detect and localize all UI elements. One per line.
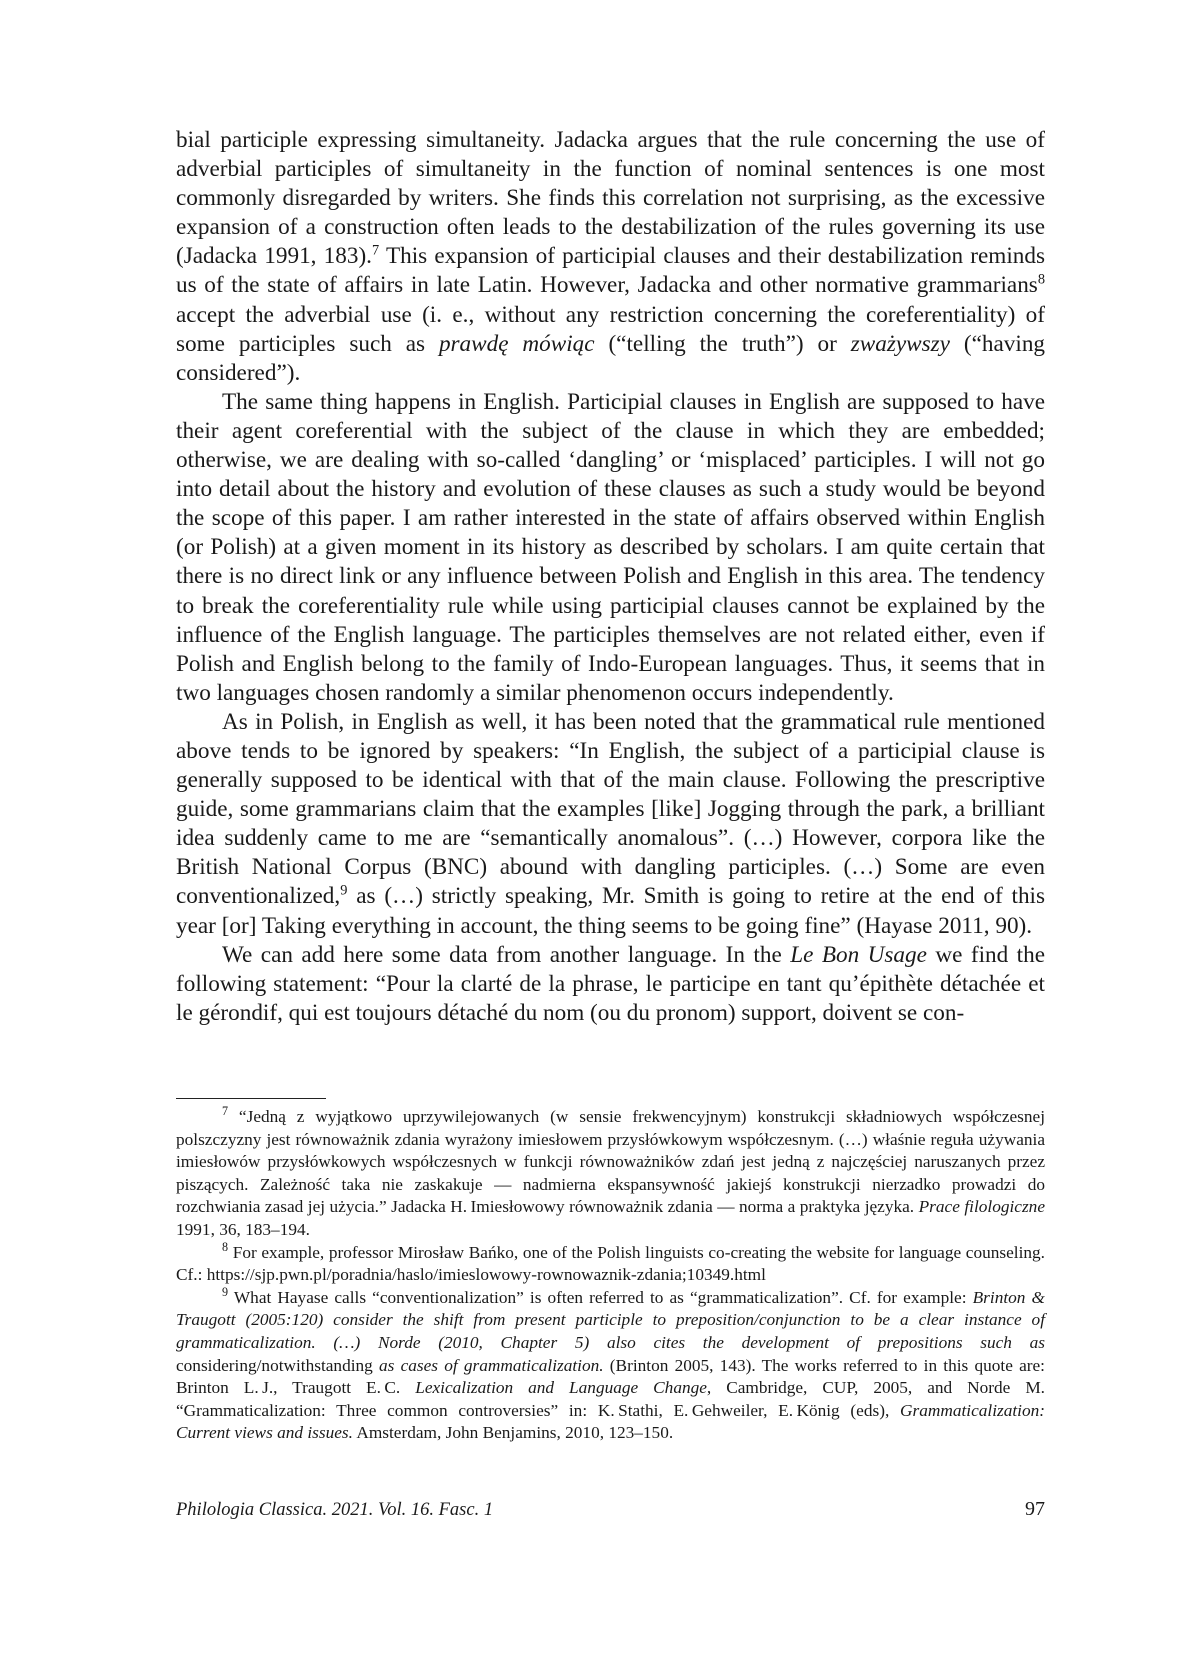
footnote-8-text: For example, professor Mirosław Bańko, one of the Polish linguists co-creating the website for language counseling. Cf.: https://sjp.pwn.pl/poradnia/haslo/imieslowowy-rownowaznik-zdania;10349.html [176,1242,1045,1285]
paragraph-4: We can add here some data from another language. In the Le Bon Usage we find the following statement: “Pour la clarté de la phrase, le participe en tant qu’épithète détachée et le gérondif, qui est toujours détaché du nom (ou du pronom) support, doivent se con- [176,941,1045,1026]
footnote-number: 7 [222,1104,229,1119]
paragraph-2: The same thing happens in English. Participial clauses in English are supposed to have their agent coreferential with the subject of the clause in which they are embedded; otherwise, we are dealing with so-called ‘dangling’ or ‘misplaced’ participles. I will not go into detail about the history and evolution of these clauses as such a study would be beyond the scope of this paper. I am rather interested in the state of affairs observed within English (or Polish) at a given moment in its history as described by scholars. I am quite certain that there is no direct link or any influence between Polish and English in this area. The tendency to break the coreferentiality rule while using participial clauses cannot be explained by the influence of the English language. The participles themselves are not related either, even if Polish and English belong to the family of Indo-European languages. Thus, it seems that in two languages chosen randomly a similar phenomenon occurs independently. [176,388,1045,706]
footnote-8 [176,1239,1045,1287]
page-number: 97 [1025,1498,1045,1520]
paragraph-1: bial participle expressing simultaneity. Jadacka argues that the rule concerning the use of adverbial participles of simultaneity in the function of nominal sentences is one most commonly disregarded by writers. She finds this correlation not surprising, as the excessive expansion of a construction often leads to the destabilization of the rules governing its use (Jadacka 1991, 183).$^7$ This expansion of participial clauses and their destabilization reminds us of the state of affairs in late Latin. However, Jadacka and other normative grammarians$^8$ accept the adverbial use (i. e., without any restriction concerning the coreferentiality) of some participles such as prawdę mówiąc (“telling the truth”) or zważywszy (“having considered”). [176,127,1046,386]
running-footer-journal: Philologia Classica. 2021. Vol. 16. Fasc. 1 [176,1500,494,1520]
footnote-ref-9[interactable]: 9 [340,882,348,899]
footnote-9: $^9$ What Hayase calls “conventionalization” is often referred to as “grammaticalization”. Cf. for example: Brinton & Traugott (2005:120) consider the shift from present participle to preposition/conjunction to be a clear instance of grammaticalization. (…) Norde (2010, Chapter 5) also cites the development of prepositions such as considering/notwithstanding as cases of grammaticalization. (Brinton 2005, 143). The works referred to in this quote are: Brinton L. J., Traugott E. C. Lexicalization and Language Change, Cambridge, CUP, 2005, and Norde M. “Grammaticalization: Three common controversies” in: K. Stathi, E. Gehweiler, E. König (eds), Grammaticalization: Current views and issues. Amsterdam, John Benjamins, 2010, 123–150. [176,1284,1046,1443]
footnote-ref-7[interactable]: 7 [371,242,380,259]
main-text [176,126,1045,1028]
paragraph-3: As in Polish, in English as well, it has been noted that the grammatical rule mentioned above tends to be ignored by speakers: “In English, the subject of a participial clause is generally supposed to be identical with that of the main clause. Following the prescriptive guide, some grammarians claim that the examples [like] Jogging through the park, a brilliant idea suddenly came to me are “semantically anomalous”. (…) However, corpora like the British National Corpus (BNC) abound with dangling participles. (…) Some are even conventionalized,$^9$ as (…) strictly speaking, Mr. Smith is going to retire at the end of this year [or] Taking everything in account, the thing seems to be going fine” (Hayase 2011, 90). [176,708,1045,939]
footnote-divider [176,1098,326,1099]
footnote-ref-8[interactable]: 8 [1037,271,1045,288]
footnote-number: 8 [222,1239,229,1254]
footnotes [176,1106,1045,1445]
footnote-7: $^7$ “Jedną z wyjątkowo uprzywilejowanych (w sensie frekwencyjnym) konstrukcji składniowych współczesnej polszczyzny jest równoważnik zdania wyrażony imiesłowem przysłówkowym współczesnym. (…) właśnie reguła używania imiesłowów przysłówkowych współczesnych w funkcji równoważników zdań jest jedną z najczęściej naruszanych przez piszących. Zależność taka nie zaskakuje — nadmierna ekspansywność jakiejś konstrukcji nierzadko prowadzi do rozchwiania zasad jej użycia.” Jadacka H. Imiesłowowy równoważnik zdania — norma a praktyka języka. Prace filologiczne 1991, 36, 183–194. [176,1104,1045,1239]
footnote-number: 9 [222,1284,229,1299]
